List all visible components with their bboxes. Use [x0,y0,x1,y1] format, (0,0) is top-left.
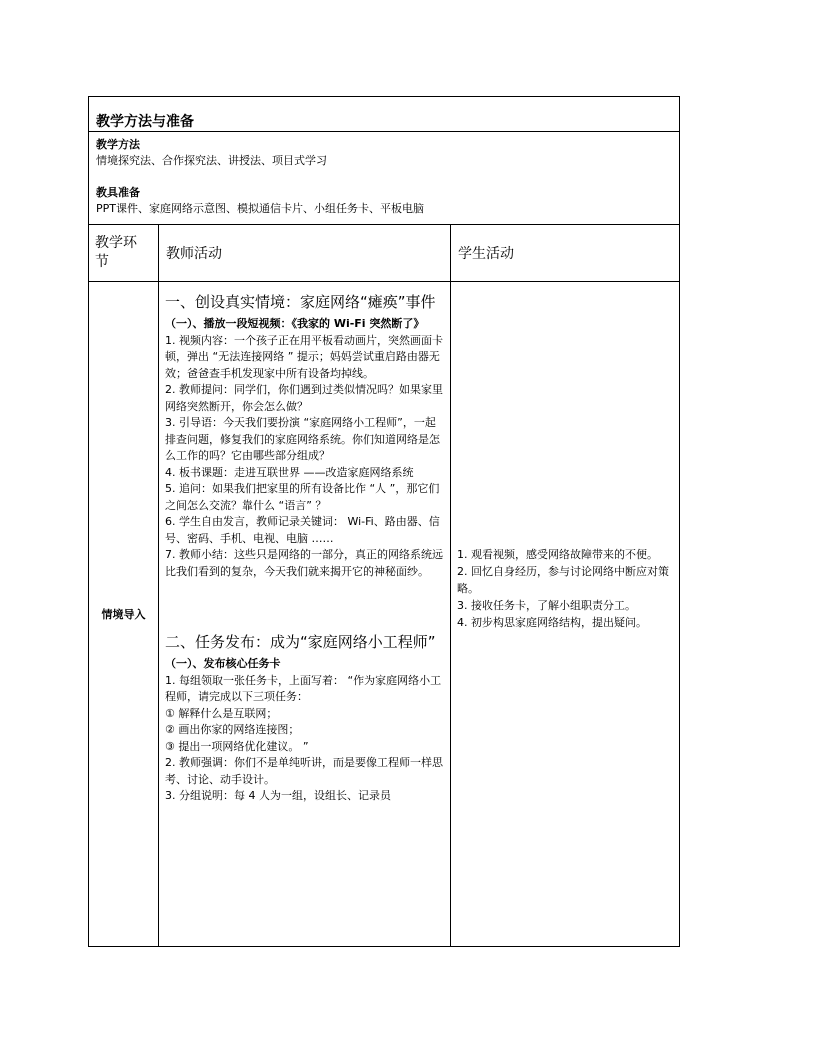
methods-text: 情境探究法、合作探究法、讲授法、项目式学习 [96,154,327,167]
section-title: 教学方法与准备 [89,97,679,132]
list-item: 2. 教师强调：你们不是单纯听讲，而是要像工程师一样思考、讨论、动手设计。 [165,756,443,786]
teacher-activity-cell [159,282,451,946]
methods-heading: 教学方法 [96,138,140,151]
lesson-table [88,96,680,947]
list-item: 3. 分组说明：每 4 人为一组，设组长、记录员 [165,789,391,802]
list-item: 1. 观看视频，感受网络故障带来的不便。 [457,548,658,561]
list-item: 5. 追问：如果我们把家里的所有设备比作 “人 ”，那它们之间怎么交流？靠什么 “语言” ？ [165,482,440,512]
tools-text: PPT课件、家庭网络示意图、模拟通信卡片、小组任务卡、平板电脑 [96,202,424,215]
part2-title: 二、任务发布：成为“家庭网络小工程师” [165,633,436,651]
list-item: 2. 教师提问：同学们，你们遇到过类似情况吗？如果家里网络突然断开，你会怎么做？ [165,383,443,413]
list-item: ② 画出你家的网络连接图； [165,723,300,736]
student-activity-cell [451,282,679,946]
stage-cell: 情境导入 [89,282,159,946]
table-row [89,282,679,946]
list-item: ③ 提出一项网络优化建议。 ” [165,739,309,753]
list-item: 1. 每组领取一张任务卡，上面写着： “作为家庭网络小工程师，请完成以下三项任务： [165,673,442,703]
header-teacher: 教师活动 [159,225,451,281]
table-header-row [89,225,679,282]
list-item: 4. 初步构思家庭网络结构，提出疑问。 [457,616,647,629]
part1-title: 一、创设真实情境：家庭网络“瘫痪”事件 [165,293,436,311]
preparation-block [89,132,679,225]
tools-heading: 教具准备 [96,186,140,199]
list-item: 2. 回忆自身经历，参与讨论网络中断应对策略。 [457,565,669,595]
list-item: 3. 引导语：今天我们要扮演 “家庭网络小工程师”，一起排查问题，修复我们的家庭网络系统。你们知道网络是怎么工作的吗？它由哪些部分组成？ [165,416,440,462]
list-item: 1. 视频内容：一个孩子正在用平板看动画片，突然画面卡顿，弹出 “无法连接网络 ” 提示；妈妈尝试重启路由器无效；爸爸查手机发现家中所有设备均掉线。 [165,333,443,380]
list-item: 3. 接收任务卡，了解小组职责分工。 [457,599,636,612]
list-item: 4. 板书课题：走进互联世界 ——改造家庭网络系统 [165,465,414,479]
header-student: 学生活动 [458,246,514,262]
part2-subtitle: （一）、发布核心任务卡 [165,657,281,670]
header-stage: 教学环节 [89,225,159,281]
list-item: 6. 学生自由发言，教师记录关键词： Wi-Fi、路由器、信号、密码、手机、电视、电脑 …… [165,515,440,545]
list-item: ① 解释什么是互联网； [165,706,278,720]
list-item: 7. 教师小结：这些只是网络的一部分，真正的网络系统远比我们看到的复杂，今天我们就来揭开它的神秘面纱。 [165,548,443,578]
part1-subtitle: （一）、播放一段短视频：《我家的 Wi-Fi 突然断了》 [165,317,425,330]
